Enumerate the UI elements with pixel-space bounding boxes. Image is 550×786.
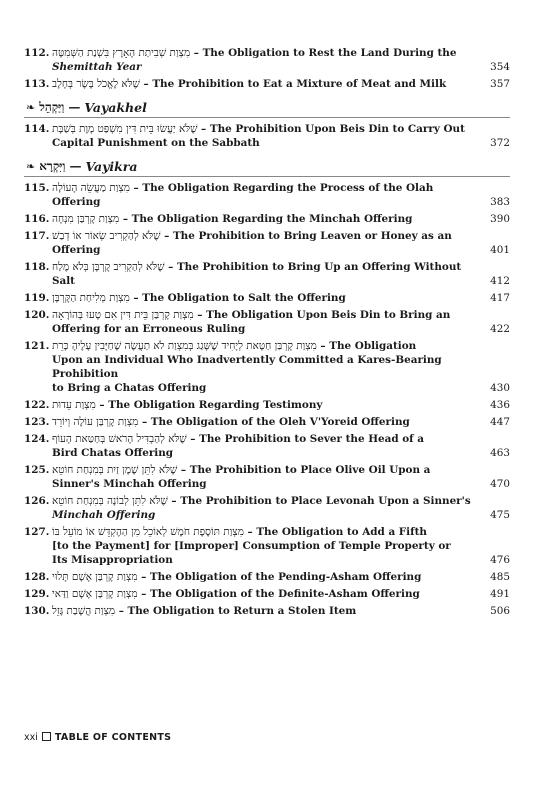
entry-number: 114. [24, 123, 50, 135]
leaf-ornament-icon: ❧ [26, 159, 36, 173]
entry-number: 124. [24, 433, 50, 445]
entry-text: מִצְוַת תּוֹסֶפֶת חֹמֶשׁ לְאוֹכֵל מִן הַהֶקְדֵּשׁ אוֹ מוֹעֵל בּוֹ – The Obligation to Add a Fifth [to the Payment] for [Improper] Consumption of Temple Property or Its Misappropriation [48, 525, 484, 567]
entry-hebrew: שֶׁלֹּא לְהַקְרִיב שְׂאוֹר אוֹ דְבַשׁ [52, 230, 161, 242]
entry-text: מִצְוַת עֵדוּת – The Obligation Regarding Testimony [52, 399, 323, 411]
leaf-ornament-icon: ❧ [26, 100, 36, 114]
entry-page: 357 [490, 78, 510, 90]
entry-title-1: The Obligation of the Definite-Asham Offering [149, 588, 420, 600]
entry-title-1: The Obligation Regarding Testimony [108, 399, 323, 411]
toc-entry-124 [24, 432, 510, 460]
entry-title-3: to Bring a Chatas Offering [52, 382, 207, 394]
toc-entry-118 [24, 260, 510, 288]
entry-number: 117. [24, 230, 50, 242]
entry-title-1: The Obligation of the Pending-Asham Offering [149, 571, 422, 583]
entry-title-1: The Prohibition Upon Beis Din to Carry Out [209, 123, 465, 135]
entry-page: 430 [490, 382, 510, 394]
entry-number: 130. [24, 605, 50, 617]
entry-number: 115. [24, 182, 50, 194]
entry-title-1: The Obligation to Add a Fifth [256, 526, 427, 538]
entry-hebrew: מִצְוַת הֲשָׁבַת גָּזֵל [52, 605, 116, 617]
entry-hebrew: שֶׁלֹּא יַעֲשׂוּ בֵּית דִּין מִשְׁפַּט מָוֶת בְּשַׁבָּת [52, 123, 198, 135]
section-heading-vayakhel [24, 97, 510, 118]
entry-hebrew: מִצְוַת קָרְבַּן חַטָּאת לְיָחִיד שֶׁשָּׁגַג בְּמִצְוַת לֹא תַעֲשֶׂה שֶׁחַיָּבִין עָלֶיהָ כָּרֵת [52, 340, 317, 352]
entry-hebrew: שֶׁלֹּא לְהַבְדִּיל הָרֹאשׁ בְּחַטַּאת הָעוֹף [52, 433, 187, 445]
page-number: xxi [24, 732, 38, 743]
square-bullet-icon [42, 732, 51, 741]
toc-entry-117 [24, 229, 510, 257]
entry-number: 126. [24, 495, 50, 507]
entry-title-1: The Prohibition to Bring Up an Offering Without Salt [52, 261, 462, 287]
entry-title-1: The Prohibition to Place Olive Oil Upon a [189, 464, 431, 476]
entry-text: מִצְוַת הֲשָׁבַת גָּזֵל – The Obligation to Return a Stolen Item [52, 605, 357, 617]
entry-hebrew: שֶׁלֹּא לִתֵּן לְבוֹנָה בְּמִנְחַת חוֹטֵא [52, 495, 168, 507]
section-english: Vayikra [85, 158, 138, 174]
entry-page: 485 [490, 571, 510, 583]
entry-title-2: Capital Punishment on the Sabbath [52, 137, 260, 149]
entry-title-2: Offering [52, 244, 101, 256]
entry-title-2: Shemittah Year [52, 61, 142, 73]
entry-page: 372 [490, 137, 510, 149]
entry-text: שֶׁלֹּא לְהַקְרִיב שְׂאוֹר אוֹ דְבַשׁ – The Prohibition to Bring Leaven or Honey as an Offering [48, 229, 484, 257]
toc-entry-114 [24, 122, 510, 150]
toc-entry-112 [24, 46, 510, 74]
entry-title-1: The Obligation to Salt the Offering [142, 292, 346, 304]
entry-title-1: The Obligation Regarding the Minchah Offering [131, 213, 413, 225]
entry-title-2: Minchah Offering [52, 509, 156, 521]
toc-entry-127 [24, 525, 510, 567]
toc-entry-122 [24, 398, 510, 412]
entry-page: 447 [490, 416, 510, 428]
entry-page: 436 [490, 399, 510, 411]
entry-hebrew: מִצְוַת קָרְבַּן מִנְחָה [52, 213, 120, 225]
entry-title-1: The Obligation Upon Beis Din to Bring an [206, 309, 451, 321]
section-hebrew: וַיִּקְרָא [39, 158, 66, 173]
entry-number: 129. [24, 588, 50, 600]
entry-page: 417 [490, 292, 510, 304]
entry-page: 463 [490, 447, 510, 459]
entry-title-1: The Obligation [329, 340, 417, 352]
entry-title-1: The Prohibition to Sever the Head of a [199, 433, 424, 445]
entry-hebrew: מִצְוַת קָרְבַּן אָשָׁם וַדַּאי [52, 588, 138, 600]
entry-hebrew: מִצְוַת קָרְבַּן אָשָׁם תָּלוּי [52, 571, 138, 583]
entry-number: 128. [24, 571, 50, 583]
entry-number: 118. [24, 261, 50, 273]
entry-hebrew: מִצְוַת מַעֲשֵׂה הָעוֹלָה [52, 182, 130, 194]
entry-text: שֶׁלֹּא לִתֵּן לְבוֹנָה בְּמִנְחַת חוֹטֵא – The Prohibition to Place Levonah Upon a Sinner's Minchah Offering [48, 494, 484, 522]
section-dash: — [68, 100, 81, 114]
entry-title-2: Offering for an Erroneous Ruling [52, 323, 246, 335]
entry-page: 475 [490, 509, 510, 521]
entry-number: 112. [24, 47, 50, 59]
entry-page: 383 [490, 196, 510, 208]
entry-page: 354 [490, 61, 510, 73]
entry-text: מִצְוַת שְׁבִיתַת הָאָרֶץ בִּשְׁנַת הַשְּׁמִטָּה – The Obligation to Rest the Land During the Shemittah Year [48, 46, 484, 74]
entry-text: מִצְוַת קָרְבַּן מִנְחָה – The Obligation Regarding the Minchah Offering [52, 213, 413, 225]
entry-page: 506 [490, 605, 510, 617]
entry-hebrew: שֶׁלֹּא לֶאֱכֹל בָּשָׂר בְּחָלָב [52, 78, 140, 90]
entry-title-3: Its Misappropriation [52, 554, 173, 566]
entry-hebrew: שֶׁלֹּא לְהַקְרִיב קָרְבָּן בְּלֹא מֶלַח [52, 261, 165, 273]
toc-entry-129 [24, 587, 510, 601]
entry-text: שֶׁלֹּא לְהַבְדִּיל הָרֹאשׁ בְּחַטַּאת הָעוֹף – The Prohibition to Sever the Head of a Bird Chatas Offering [48, 432, 484, 460]
entry-number: 116. [24, 213, 50, 225]
entry-title-1: The Obligation to Rest the Land During the [202, 47, 457, 59]
entry-title-1: The Obligation Regarding the Process of the Olah Offering [52, 182, 434, 208]
entry-text: מִצְוַת קָרְבַּן בֵּית דִּין אִם טָעוּ בְּהוֹרָאָה – The Obligation Upon Beis Din to Bring an Offering for an Erroneous Ruling [48, 308, 484, 336]
entry-number: 127. [24, 526, 50, 538]
entry-number: 121. [24, 340, 50, 352]
entry-page: 390 [490, 213, 510, 225]
entry-text: מִצְוַת מַעֲשֵׂה הָעוֹלָה – The Obligation Regarding the Process of the Olah Offering [52, 182, 434, 208]
entry-text: מִצְוַת קָרְבַּן עוֹלֶה וְיוֹרֵד – The Obligation of the Oleh V'Yoreid Offering [52, 416, 410, 428]
entry-title-1: The Obligation to Return a Stolen Item [127, 605, 357, 617]
entry-number: 122. [24, 399, 50, 411]
entry-number: 113. [24, 78, 50, 90]
entry-page: 401 [490, 244, 510, 256]
entry-title-1: The Prohibition to Bring Leaven or Honey as an [172, 230, 452, 242]
entry-title-2: Sinner's Minchah Offering [52, 478, 207, 490]
section-hebrew: וַיַּקְהֵל [39, 99, 65, 114]
toc-entry-126 [24, 494, 510, 522]
entry-text: מִצְוַת קָרְבַּן אָשָׁם וַדַּאי – The Obligation of the Definite-Asham Offering [52, 588, 420, 600]
entry-text: מִצְוַת קָרְבַּן אָשָׁם תָּלוּי – The Obligation of the Pending-Asham Offering [52, 571, 422, 583]
entry-number: 123. [24, 416, 50, 428]
page-footer [24, 732, 171, 743]
entry-title-1: The Prohibition to Place Levonah Upon a Sinner's [180, 495, 471, 507]
toc-entry-115 [24, 181, 510, 209]
entry-hebrew: מִצְוַת תּוֹסֶפֶת חֹמֶשׁ לְאוֹכֵל מִן הַהֶקְדֵּשׁ אוֹ מוֹעֵל בּוֹ [52, 526, 244, 538]
entry-text: שֶׁלֹּא לִתֵּן שֶׁמֶן זַיִת בְּמִנְחַת חוֹטֵא – The Prohibition to Place Olive Oil Upon a Sinner's Minchah Offering [48, 463, 484, 491]
toc-entry-121 [24, 339, 510, 395]
table-of-contents [24, 46, 510, 618]
entry-text: שֶׁלֹּא יַעֲשׂוּ בֵּית דִּין מִשְׁפַּט מָוֶת בְּשַׁבָּת – The Prohibition Upon Beis Din to Carry Out Capital Punishment on the Sabbath [48, 122, 484, 150]
entry-page: 491 [490, 588, 510, 600]
entry-title-1: The Prohibition to Eat a Mixture of Meat and Milk [152, 78, 447, 90]
section-dash: — [69, 159, 82, 173]
section-heading-vayikra [24, 156, 510, 177]
entry-text: מִצְוַת קָרְבַּן חַטָּאת לְיָחִיד שֶׁשָּׁגַג בְּמִצְוַת לֹא תַעֲשֶׂה שֶׁחַיָּבִין עָלֶיהָ כָּרֵת – The Obligation Upon an Individual Who Inadvertently Committed a Kares-Bearing Prohibition to Bring a Chatas Offering [48, 339, 484, 395]
entry-hebrew: שֶׁלֹּא לִתֵּן שֶׁמֶן זַיִת בְּמִנְחַת חוֹטֵא [52, 464, 178, 476]
toc-entry-125 [24, 463, 510, 491]
entry-hebrew: מִצְוַת שְׁבִיתַת הָאָרֶץ בִּשְׁנַת הַשְּׁמִטָּה [52, 47, 191, 59]
footer-title: TABLE OF CONTENTS [54, 732, 172, 743]
entry-title-2: Bird Chatas Offering [52, 447, 174, 459]
entry-page: 470 [490, 478, 510, 490]
entry-hebrew: מִצְוַת קָרְבַּן עוֹלֶה וְיוֹרֵד [52, 416, 139, 428]
entry-title-1: The Obligation of the Oleh V'Yoreid Offering [150, 416, 410, 428]
entry-hebrew: מִצְוַת קָרְבַּן בֵּית דִּין אִם טָעוּ בְּהוֹרָאָה [52, 309, 194, 321]
toc-entry-128 [24, 570, 510, 584]
entry-text: מִצְוַת מְלִיחַת הַקָּרְבָּן – The Obligation to Salt the Offering [52, 292, 346, 304]
entry-page: 422 [490, 323, 510, 335]
section-english: Vayakhel [84, 99, 147, 115]
entry-title-2: Upon an Individual Who Inadvertently Committed a Kares-Bearing Prohibition [52, 354, 442, 380]
toc-entry-123 [24, 415, 510, 429]
entry-text: שֶׁלֹּא לְהַקְרִיב קָרְבָּן בְּלֹא מֶלַח – The Prohibition to Bring Up an Offering Without Salt [52, 261, 462, 287]
entry-number: 125. [24, 464, 50, 476]
entry-hebrew: מִצְוַת מְלִיחַת הַקָּרְבָּן [52, 292, 130, 304]
toc-entry-120 [24, 308, 510, 336]
toc-entry-116 [24, 212, 510, 226]
entry-page: 412 [490, 275, 510, 287]
toc-entry-113 [24, 77, 510, 91]
entry-hebrew: מִצְוַת עֵדוּת [52, 399, 96, 411]
entry-page: 476 [490, 554, 510, 566]
entry-number: 119. [24, 292, 50, 304]
entry-text: שֶׁלֹּא לֶאֱכֹל בָּשָׂר בְּחָלָב – The Prohibition to Eat a Mixture of Meat and Milk [52, 78, 447, 90]
toc-entry-130 [24, 604, 510, 618]
entry-number: 120. [24, 309, 50, 321]
entry-title-2: [to the Payment] for [Improper] Consumption of Temple Property or [52, 540, 451, 552]
toc-entry-119 [24, 291, 510, 305]
